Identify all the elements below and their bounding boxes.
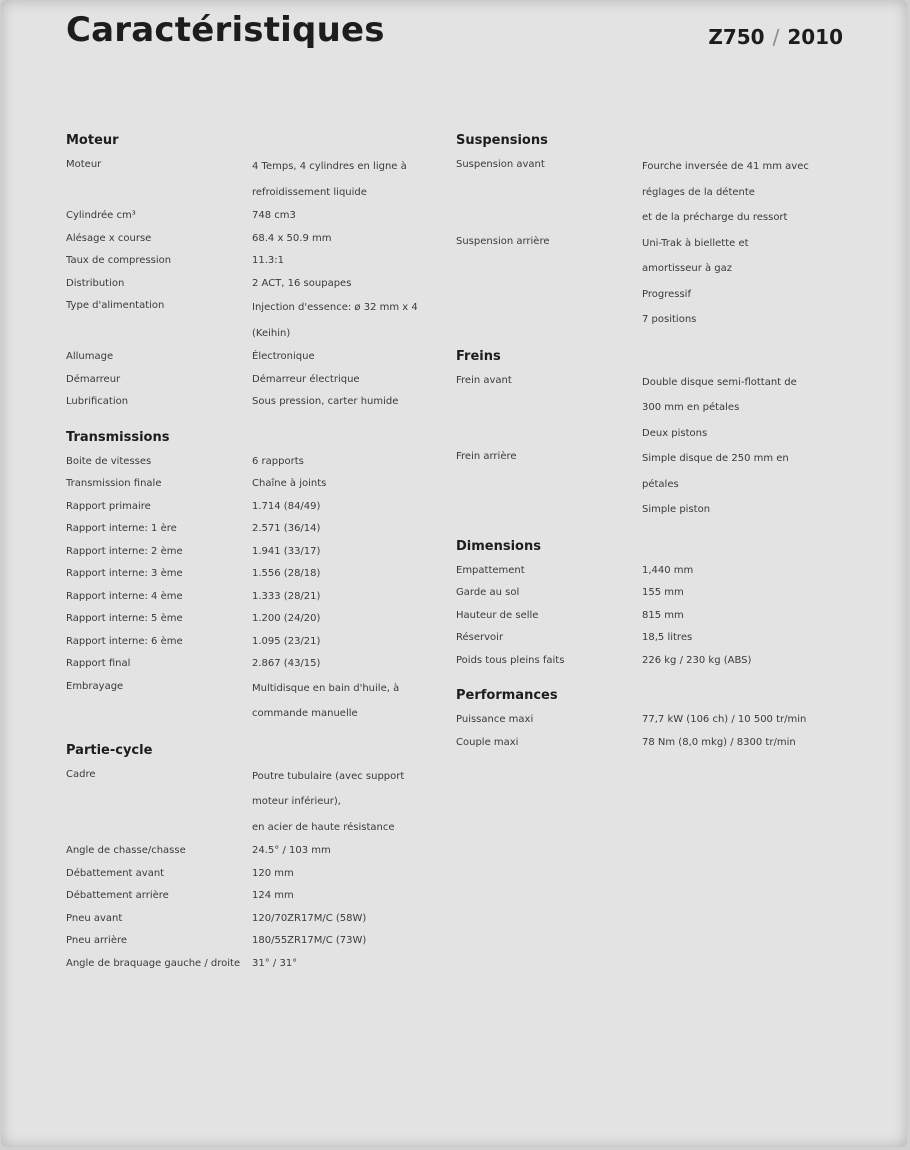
spec-value-line: 815 mm [642,609,684,621]
spec-value-line: 24.5° / 103 mm [252,845,331,856]
spec-value [252,608,432,631]
spec-value [252,518,432,541]
spec-value [642,560,812,583]
spec-value-line: amortisseur à gaz [642,263,733,274]
spec-value [252,563,432,586]
spec-label: Allumage [66,351,114,362]
spec-value-line: et de la précharge du ressort [642,212,788,223]
spec-row [66,563,436,586]
spec-row [66,473,436,496]
spec-row [66,369,436,392]
spec-value-line: Simple piston [642,504,711,515]
spec-value [642,370,812,447]
spec-label: Rapport interne: 1 ère [66,523,177,534]
spec-label: Rapport interne: 5 ème [66,613,183,624]
spec-row [456,560,846,583]
spec-label: Lubrification [66,396,129,407]
section-freins [456,346,846,523]
spec-label: Démarreur [66,373,121,385]
spec-row [66,631,436,654]
spec-value [252,541,432,564]
spec-value [252,295,432,346]
section-moteur [66,130,436,414]
spec-value-line: (Keihin) [252,327,291,339]
spec-value [252,908,432,931]
spec-label: Type d'alimentation [66,300,165,311]
spec-value-line: 2.867 (43/15) [252,658,321,669]
spec-label: Rapport interne: 4 ème [66,590,183,602]
spec-value [252,205,432,228]
spec-value [642,231,812,333]
spec-row [66,608,436,631]
section-title: Freins [456,348,501,364]
spec-label: Suspension arrière [456,235,550,247]
spec-label: Embrayage [66,680,124,692]
spec-label: Transmission finale [66,478,162,489]
spec-row [66,451,436,474]
spec-value-line: Poutre tubulaire (avec support [252,770,405,782]
spec-row [66,930,436,953]
spec-value-line: 18,5 litres [642,632,693,643]
spec-value [252,473,432,496]
spec-value [642,605,812,628]
spec-value-line: Double disque semi-flottant de [642,376,797,388]
section-title: Partie-cycle [66,742,153,758]
spec-label: Cadre [66,768,96,780]
spec-label: Poids tous pleins faits [456,654,565,666]
spec-label: Garde au sol [456,587,520,598]
spec-row [66,840,436,863]
spec-value [642,732,812,755]
spec-row [66,863,436,886]
model-year-header [708,25,843,49]
spec-label: Frein arrière [456,451,517,462]
spec-label: Rapport final [66,658,131,669]
spec-value-line: refroidissement liquide [252,186,367,198]
spec-row [66,496,436,519]
section-performances [456,685,846,754]
spec-row [456,709,846,732]
spec-value-line: 77,7 kW (106 ch) / 10 500 tr/min [642,714,807,725]
spec-value-line: 1.941 (33/17) [252,545,321,557]
spec-row [456,231,846,333]
spec-value-line: Injection d'essence: ø 32 mm x 4 [252,302,418,313]
left-column [66,130,436,988]
spec-row [66,885,436,908]
spec-value-line: 31° / 31° [252,957,298,969]
spec-row [456,605,846,628]
spec-label: Rapport interne: 2 ème [66,545,183,557]
spec-label: Débattement arrière [66,890,169,901]
spec-row [66,346,436,369]
spec-label: Alésage x course [66,232,152,244]
spec-label: Frein avant [456,374,512,386]
spec-value [252,273,432,296]
spec-value [252,930,432,953]
section-title: Transmissions [66,429,170,445]
spec-row [66,676,436,727]
section-title: Suspensions [456,133,548,148]
spec-value [252,586,432,609]
spec-row [66,908,436,931]
section-partie-cycle [66,740,436,976]
spec-value-line: 68.4 x 50.9 mm [252,232,332,244]
spec-value-line: Multidisque en bain d'huile, à [252,682,400,694]
spec-row [456,370,846,447]
spec-value-line: 155 mm [642,587,684,598]
spec-value-line: 180/55ZR17M/C (73W) [252,935,367,946]
section-title: Moteur [66,133,119,148]
section-suspensions [456,130,846,333]
model-name: Z750 [708,25,765,49]
spec-row [66,541,436,564]
spec-row [66,586,436,609]
spec-value-line: 226 kg / 230 kg (ABS) [642,654,752,666]
spec-row [456,732,846,755]
spec-value-line: en acier de haute résistance [252,821,395,833]
spec-value-line: moteur inférieur), [252,796,341,807]
spec-value [642,650,812,673]
spec-label: Angle de chasse/chasse [66,845,186,856]
spec-row [66,228,436,251]
spec-value [642,627,812,650]
spec-value-line: 300 mm en pétales [642,402,740,413]
spec-value-line: Sous pression, carter humide [252,396,399,407]
spec-label: Réservoir [456,632,504,643]
spec-value [252,369,432,392]
spec-row [66,154,436,205]
spec-row [66,295,436,346]
spec-label: Rapport interne: 3 ème [66,568,183,579]
spec-row [456,446,846,523]
spec-row [456,154,846,231]
spec-value-line: 1,440 mm [642,564,694,576]
spec-value [642,582,812,605]
spec-label: Empattement [456,564,525,576]
spec-value-line: Deux pistons [642,427,708,439]
section-title: Performances [456,688,558,703]
spec-value-line: Fourche inversée de 41 mm avec [642,161,809,172]
spec-value-line: 748 cm3 [252,210,296,221]
spec-value [252,764,432,841]
spec-value [252,840,432,863]
spec-value-line: 1.095 (23/21) [252,635,321,647]
spec-value [252,653,432,676]
spec-value-line: Uni-Trak à biellette et [642,237,749,249]
model-year: 2010 [787,25,843,49]
spec-value [252,885,432,908]
spec-label: Boite de vitesses [66,455,152,467]
spec-row [456,650,846,673]
spec-row [66,205,436,228]
spec-row [66,653,436,676]
spec-value [252,953,432,976]
spec-label: Rapport primaire [66,500,151,512]
spec-row [66,953,436,976]
spec-value [252,676,432,727]
spec-label: Pneu avant [66,912,123,924]
spec-value-line: Électronique [252,351,315,362]
spec-row [66,250,436,273]
spec-value-line: 1.714 (84/49) [252,500,321,512]
spec-row [66,518,436,541]
spec-label: Distribution [66,277,125,289]
spec-value-line: commande manuelle [252,708,358,719]
section-dimensions [456,536,846,673]
spec-value-line: Démarreur électrique [252,373,360,385]
spec-label: Débattement avant [66,867,165,879]
spec-value-line: 4 Temps, 4 cylindres en ligne à [252,161,407,172]
spec-label: Couple maxi [456,736,519,748]
spec-row [66,391,436,414]
spec-value-line: Progressif [642,288,691,300]
spec-value-line: Chaîne à joints [252,478,327,489]
spec-label: Taux de compression [66,255,172,266]
spec-value-line: 6 rapports [252,455,304,467]
spec-label: Cylindrée cm³ [66,210,136,221]
section-title: Dimensions [456,538,541,554]
spec-value-line: 2 ACT, 16 soupapes [252,277,352,289]
spec-value-line: 78 Nm (8,0 mkg) / 8300 tr/min [642,736,796,748]
model-year-separator: / [772,25,780,49]
spec-value [252,631,432,654]
page-title: Caractéristiques [66,10,385,50]
spec-value-line: 7 positions [642,314,697,325]
spec-value [252,154,432,205]
spec-value-line: pétales [642,478,679,490]
spec-label: Suspension avant [456,159,545,170]
spec-value-line: 120/70ZR17M/C (58W) [252,912,367,924]
spec-value [642,709,812,732]
spec-label: Angle de braquage gauche / droite [66,957,241,969]
spec-value-line: 120 mm [252,867,294,879]
spec-value [252,391,432,414]
spec-value-line: Simple disque de 250 mm en [642,453,789,464]
spec-value [252,496,432,519]
section-transmissions [66,427,436,727]
spec-value-line: 2.571 (36/14) [252,523,321,534]
spec-label: Rapport interne: 6 ème [66,635,183,647]
spec-value [252,250,432,273]
spec-row [456,627,846,650]
spec-value-line: 1.333 (28/21) [252,590,321,602]
spec-label: Moteur [66,159,102,170]
spec-value [252,346,432,369]
spec-value-line: 11.3:1 [252,255,284,266]
spec-value-line: 1.556 (28/18) [252,568,321,579]
spec-row [456,582,846,605]
spec-row [66,764,436,841]
spec-row [66,273,436,296]
spec-value [252,863,432,886]
spec-value [252,228,432,251]
right-column [456,130,846,767]
spec-value-line: 1.200 (24/20) [252,613,321,624]
spec-value [252,451,432,474]
spec-sheet-panel [1,0,907,1147]
spec-label: Hauteur de selle [456,609,539,621]
spec-label: Pneu arrière [66,935,128,946]
spec-label: Puissance maxi [456,714,534,725]
spec-value-line: réglages de la détente [642,186,755,198]
spec-value [642,154,812,231]
spec-value-line: 124 mm [252,890,294,901]
spec-value [642,446,812,523]
